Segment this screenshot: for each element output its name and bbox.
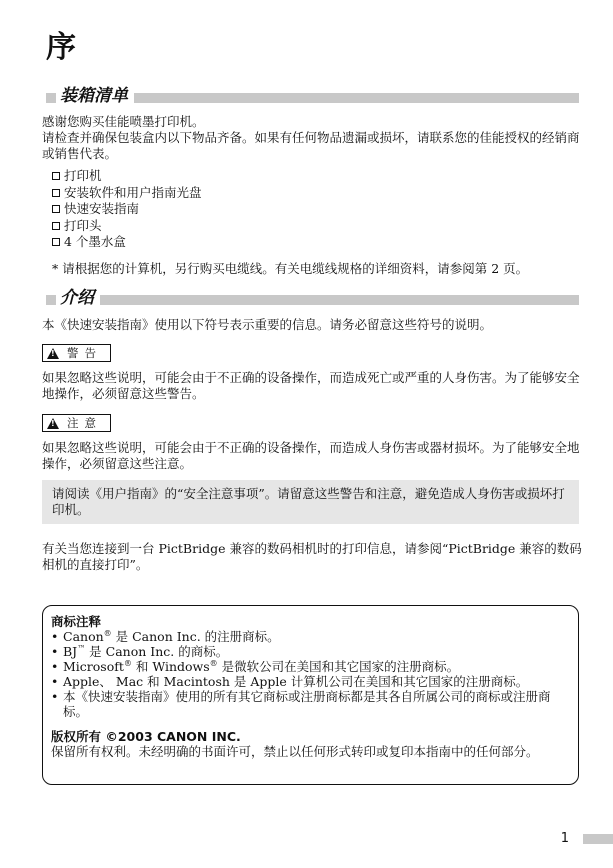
- page-number-bar: [583, 834, 613, 844]
- warning-badge: [42, 344, 111, 362]
- checklist-item: 打印机: [52, 168, 202, 185]
- trademark-box: [42, 605, 579, 785]
- check-instruction-text: 请检查并确保包装盒内以下物品齐备。如果有任何物品遗漏或损坏，请联系您的佳能授权的经销商或销售代表。: [42, 130, 580, 161]
- caution-badge: [42, 414, 111, 432]
- section-heading-intro: [46, 286, 579, 310]
- copyright-text: 保留所有权利。未经明确的书面许可，禁止以任何形式转印或复印本指南中的任何部分。: [51, 744, 539, 759]
- thanks-text: 感谢您购买佳能喷墨打印机。: [42, 114, 205, 129]
- page-number: 1: [560, 831, 569, 846]
- safety-note-text: 请阅读《用户指南》的“安全注意事项”。请留意这些警告和注意，避免造成人身伤害或损坏打印机。: [52, 486, 565, 517]
- warning-label: 警告: [67, 346, 102, 360]
- safety-note-box: [42, 480, 579, 524]
- caution-triangle-icon: !: [47, 418, 59, 429]
- section-heading-packing: [46, 84, 579, 108]
- checkbox-icon: [52, 205, 60, 213]
- copyright-heading: 版权所有 ©2003 CANON INC.: [51, 729, 241, 744]
- caution-label: 注意: [67, 416, 102, 430]
- warning-text: 如果忽略这些说明，可能会由于不正确的设备操作，而造成死亡或严重的人身伤害。为了能够安全地操作，必须留意这些警告。: [42, 370, 580, 401]
- intro-text: 本《快速安装指南》使用以下符号表示重要的信息。请务必留意这些符号的说明。: [42, 317, 493, 332]
- pictbridge-text: 有关当您连接到一台 PictBridge 兼容的数码相机时的打印信息，请参阅“PictBridge 兼容的数码相机的直接打印”。: [42, 541, 582, 572]
- section-heading-label: 装箱清单: [56, 84, 134, 108]
- checkbox-icon: [52, 238, 60, 246]
- trademark-item: • BJ™ 是 Canon Inc. 的商标。: [51, 643, 229, 659]
- checklist-item: 快速安装指南: [52, 201, 202, 218]
- trademark-item: • Canon® 是 Canon Inc. 的注册商标。: [51, 628, 280, 644]
- caution-text: 如果忽略这些说明，可能会由于不正确的设备操作，而造成人身伤害或器材损坏。为了能够安全地操作，必须留意这些注意。: [42, 440, 580, 471]
- checkbox-icon: [52, 172, 60, 180]
- checkbox-icon: [52, 189, 60, 197]
- trademark-item: • Apple、 Mac 和 Macintosh 是 Apple 计算机公司在美国和其它国家的注册商标。: [51, 674, 529, 689]
- trademark-item: • Microsoft® 和 Windows® 是微软公司在美国和其它国家的注册商标。: [51, 658, 460, 674]
- checklist: [52, 168, 202, 251]
- trademark-heading: 商标注释: [51, 614, 102, 629]
- checklist-item: 4 个墨水盒: [52, 234, 202, 251]
- checklist-item: 安装软件和用户指南光盘: [52, 185, 202, 202]
- trademark-item: • 本《快速安装指南》使用的所有其它商标或注册商标都是其各自所属公司的商标或注册商标。: [51, 689, 551, 719]
- section-heading-bar: [46, 295, 579, 305]
- page-title: 序: [46, 30, 77, 65]
- checkbox-icon: [52, 222, 60, 230]
- checklist-item: 打印头: [52, 218, 202, 235]
- warning-triangle-icon: !: [47, 348, 59, 359]
- section-heading-label: 介绍: [56, 286, 100, 310]
- cable-note: * 请根据您的计算机，另行购买电缆线。有关电缆线规格的详细资料，请参阅第 2 页。: [52, 261, 529, 276]
